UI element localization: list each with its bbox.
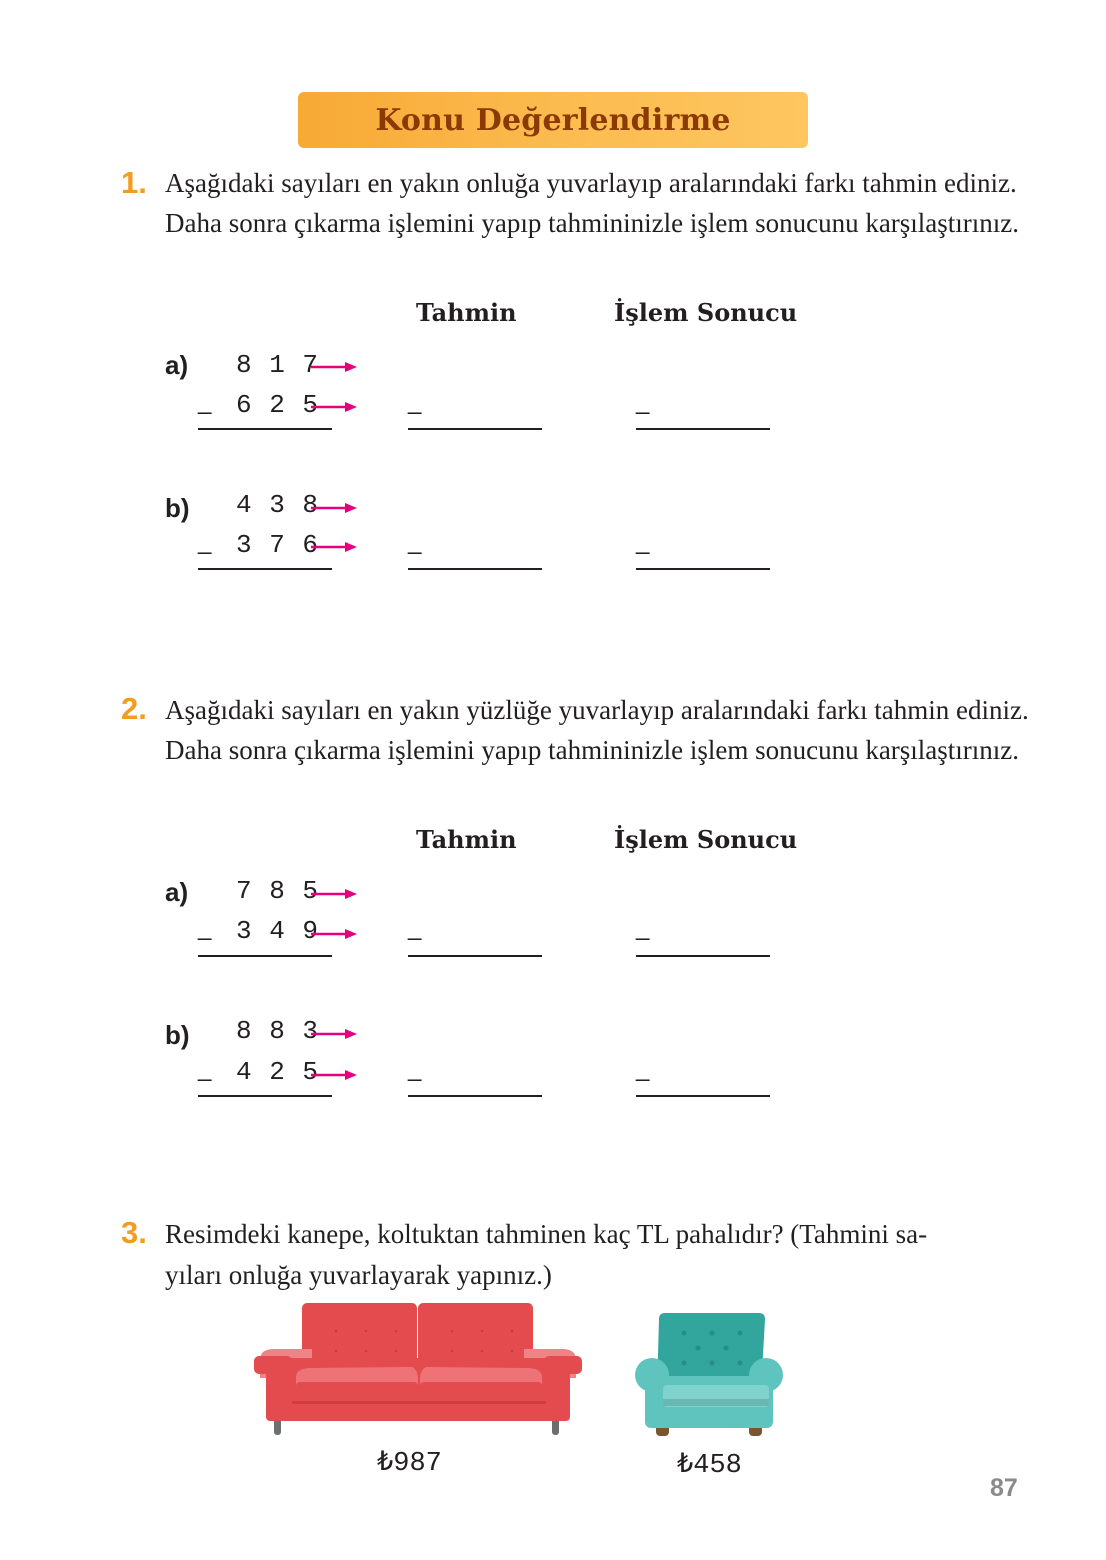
minus-sign: _ [198, 388, 212, 415]
operation-line [198, 568, 332, 570]
estimate-answer-blank[interactable] [408, 1095, 542, 1097]
result-answer-blank[interactable] [636, 428, 770, 430]
result-minus-sign: _ [636, 914, 650, 941]
bottom-number: 3 4 9 [236, 916, 320, 946]
arrow-right-icon [311, 1068, 357, 1082]
armchair-price: ₺458 [677, 1451, 742, 1481]
result-minus-sign: _ [636, 528, 650, 555]
column-header-estimate: Tahmin [416, 298, 517, 327]
estimate-answer-blank[interactable] [408, 428, 542, 430]
estimate-minus-sign: _ [408, 1055, 422, 1082]
sofa-price: ₺987 [377, 1449, 442, 1479]
bottom-number: 6 2 5 [236, 390, 320, 420]
operation-line [198, 1095, 332, 1097]
title-banner [298, 92, 808, 148]
arrow-right-icon [311, 540, 357, 554]
armchair-icon [633, 1311, 785, 1438]
arrow-right-icon [311, 400, 357, 414]
minus-sign: _ [198, 528, 212, 555]
top-number: 7 8 5 [236, 876, 320, 906]
arrow-right-icon [311, 360, 357, 374]
column-header-estimate: Tahmin [416, 825, 517, 854]
result-minus-sign: _ [636, 388, 650, 415]
question-number-3: 3. [121, 1215, 147, 1250]
question-number-2: 2. [121, 691, 147, 726]
sofa-icon [252, 1300, 584, 1438]
question-text-1: Aşağıdaki sayıları en yakın onluğa yuvarlayıp aralarındaki farkı tahmin ediniz. Daha sonra çıkarma işlemini yapıp tahmininizle işlem sonucunu karşılaştırınız. [165, 168, 1020, 238]
part-label-a: a) [165, 350, 189, 380]
question-text-2: Aşağıdaki sayıları en yakın yüzlüğe yuvarlayıp aralarındaki farkı tahmin ediniz. Daha sonra çıkarma işlemini yapıp tahmininizle işlem sonucunu karşılaştırınız. [165, 695, 1029, 765]
minus-sign: _ [198, 914, 212, 941]
estimate-answer-blank[interactable] [408, 955, 542, 957]
result-answer-blank[interactable] [636, 1095, 770, 1097]
column-header-result: İşlem Sonucu [614, 298, 798, 327]
part-label-a: a) [165, 877, 189, 907]
result-minus-sign: _ [636, 1055, 650, 1082]
result-answer-blank[interactable] [636, 568, 770, 570]
top-number: 8 8 3 [236, 1016, 320, 1046]
operation-line [198, 955, 332, 957]
arrow-right-icon [311, 927, 357, 941]
page-title: Konu Değerlendirme [375, 102, 731, 138]
operation-line [198, 428, 332, 430]
bottom-number: 3 7 6 [236, 530, 320, 560]
question-number-1: 1. [121, 165, 147, 200]
estimate-minus-sign: _ [408, 528, 422, 555]
estimate-minus-sign: _ [408, 388, 422, 415]
result-answer-blank[interactable] [636, 955, 770, 957]
part-label-b: b) [165, 1020, 190, 1050]
page-number: 87 [990, 1474, 1018, 1502]
question-text-3-line2: yıları onluğa yuvarlayarak yapınız.) [165, 1260, 552, 1290]
arrow-right-icon [311, 501, 357, 515]
question-text-3-line1: Resimdeki kanepe, koltuktan tahminen kaç TL pahalıdır? (Tahmini sa- [165, 1219, 928, 1249]
part-label-b: b) [165, 493, 190, 523]
top-number: 4 3 8 [236, 490, 320, 520]
top-number: 8 1 7 [236, 350, 320, 380]
column-header-result: İşlem Sonucu [614, 825, 798, 854]
bottom-number: 4 2 5 [236, 1057, 320, 1087]
estimate-answer-blank[interactable] [408, 568, 542, 570]
minus-sign: _ [198, 1055, 212, 1082]
arrow-right-icon [311, 887, 357, 901]
estimate-minus-sign: _ [408, 914, 422, 941]
arrow-right-icon [311, 1027, 357, 1041]
